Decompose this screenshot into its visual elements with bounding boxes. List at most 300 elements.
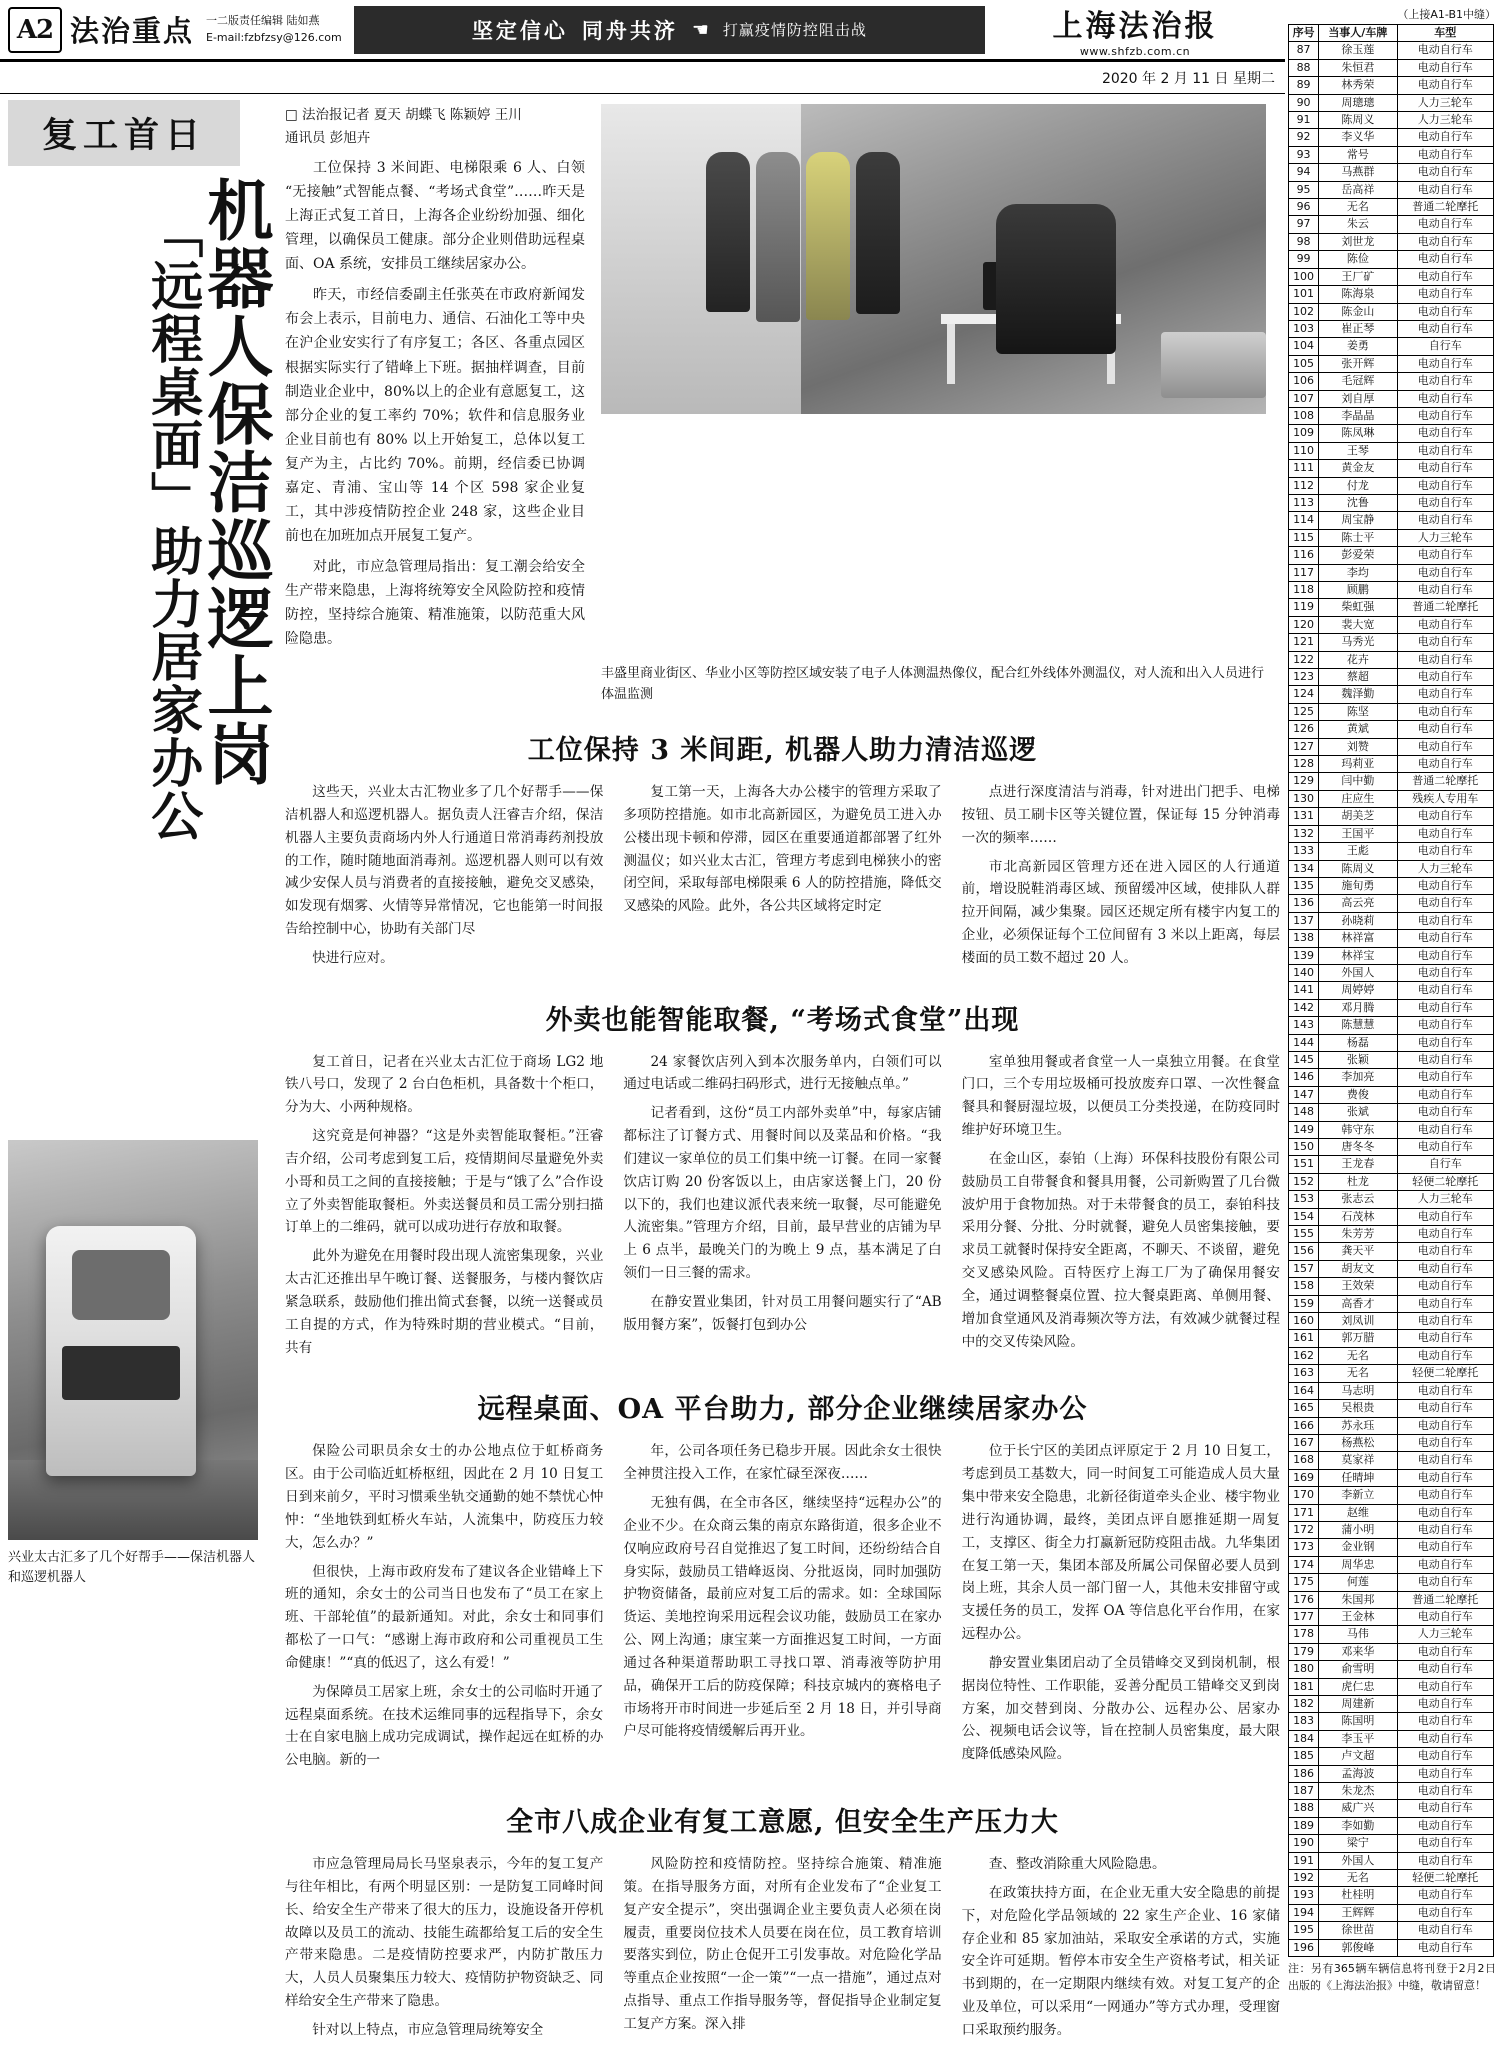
cell-index: 114 xyxy=(1289,512,1319,529)
cell-index: 144 xyxy=(1289,1034,1319,1051)
cell-person: 高香才 xyxy=(1319,1295,1397,1312)
cell-vehicle: 电动自行车 xyxy=(1397,895,1493,912)
cell-vehicle: 电动自行车 xyxy=(1397,1730,1493,1747)
cell-vehicle: 电动自行车 xyxy=(1397,1051,1493,1068)
cell-vehicle: 电动自行车 xyxy=(1397,808,1493,825)
cell-person: 黄金友 xyxy=(1319,460,1397,477)
cell-vehicle: 电动自行车 xyxy=(1397,1226,1493,1243)
cell-person: 石茂林 xyxy=(1319,1208,1397,1225)
table-row xyxy=(1289,1887,1494,1904)
cell-vehicle: 人力三轮车 xyxy=(1397,112,1493,129)
photo-people-group xyxy=(706,152,900,322)
cell-index: 166 xyxy=(1289,1417,1319,1434)
cell-vehicle: 轻便二轮摩托 xyxy=(1397,1173,1493,1190)
cell-person: 陈士平 xyxy=(1319,529,1397,546)
table-row xyxy=(1289,1574,1494,1591)
cell-index: 143 xyxy=(1289,1017,1319,1034)
cell-person: 郭万腊 xyxy=(1319,1330,1397,1347)
cell-person: 刘凤训 xyxy=(1319,1313,1397,1330)
cell-vehicle: 电动自行车 xyxy=(1397,494,1493,511)
cell-index: 183 xyxy=(1289,1713,1319,1730)
cell-index: 103 xyxy=(1289,320,1319,337)
cell-index: 113 xyxy=(1289,494,1319,511)
paragraph: 这究竟是何神器？“这是外卖智能取餐柜。”汪睿吉介绍，公司考虑到复工后，疫情期间尽量避免外卖小哥和员工之间的直接接触；于是与“饿了么”合作设立了外卖智能取餐柜。外卖送餐员和员工需分别扫描订单上的二维码，就可以成功进行存放和取餐。 xyxy=(285,1128,604,1236)
table-row xyxy=(1289,199,1494,216)
cell-person: 卢文超 xyxy=(1319,1748,1397,1765)
table-row xyxy=(1289,1696,1494,1713)
cell-person: 韩守东 xyxy=(1319,1121,1397,1138)
cell-index: 155 xyxy=(1289,1226,1319,1243)
cell-vehicle: 电动自行车 xyxy=(1397,843,1493,860)
headline-column xyxy=(8,100,274,1900)
table-row xyxy=(1289,1904,1494,1921)
cell-index: 138 xyxy=(1289,930,1319,947)
table-row xyxy=(1289,616,1494,633)
cell-index: 176 xyxy=(1289,1591,1319,1608)
paragraph: 风险防控和疫情防控。坚持综合施策、精准施策。在指导服务方面，对所有企业发布了“企业复工复产安全提示”，突出强调企业主要负责人必须在岗履责，重要岗位技术人员要在岗在位，员工教育培训要落实到位，防止仓促开工引发事故。对危险化学品等重点企业按照“一企一策”“一点一措施”，通过点对点指导、重点工作指导服务等，督促指导企业制定复工复产方案。深入排 xyxy=(623,1856,942,2032)
cell-index: 159 xyxy=(1289,1295,1319,1312)
section-heading-2: 外卖也能智能取餐, “考场式食堂”出现 xyxy=(545,1004,1020,1036)
cell-index: 90 xyxy=(1289,94,1319,111)
cell-vehicle: 电动自行车 xyxy=(1397,251,1493,268)
cell-vehicle: 电动自行车 xyxy=(1397,1034,1493,1051)
cell-index: 178 xyxy=(1289,1626,1319,1643)
paragraph: 市北高新园区管理方还在进入园区的人行通道前，增设脱鞋消毒区域、预留缓冲区域，使排队人群拉开间隔，减少集聚。园区还规定所有楼宇内复工的企业，必须保证每个工位间留有 3 米以上距离，每层楼面的员工数不超过 20 人。 xyxy=(961,858,1280,966)
cell-vehicle: 电动自行车 xyxy=(1397,1521,1493,1538)
cell-person: 外国人 xyxy=(1319,1852,1397,1869)
table-row xyxy=(1289,1417,1494,1434)
table-row xyxy=(1289,703,1494,720)
table-row xyxy=(1289,390,1494,407)
cell-person: 蒲小明 xyxy=(1319,1521,1397,1538)
cell-vehicle: 电动自行车 xyxy=(1397,1121,1493,1138)
cell-vehicle: 电动自行车 xyxy=(1397,286,1493,303)
table-footer-note: 注：另有365辆车辆信息将刊登于2月2日出版的《上海法治报》中缝，敬请留意！ xyxy=(1288,1962,1496,1992)
cell-index: 118 xyxy=(1289,582,1319,599)
table-row xyxy=(1289,129,1494,146)
table-row xyxy=(1289,686,1494,703)
cell-person: 裴大宽 xyxy=(1319,616,1397,633)
cell-index: 165 xyxy=(1289,1400,1319,1417)
lead-block xyxy=(285,104,1280,658)
table-row xyxy=(1289,1852,1494,1869)
cell-index: 88 xyxy=(1289,59,1319,76)
cell-index: 89 xyxy=(1289,77,1319,94)
cell-index: 180 xyxy=(1289,1661,1319,1678)
lead-paragraph: 对此，市应急管理局指出：复工潮会给安全生产带来隐患，上海将统筹安全风险防控和疫情防控，坚持综合施策、精准施策，以防范重大风险隐患。 xyxy=(285,559,585,648)
cell-person: 徐世苗 xyxy=(1319,1922,1397,1939)
cell-person: 朱国邦 xyxy=(1319,1591,1397,1608)
banner-slogan-1: 坚定信心 xyxy=(471,17,568,43)
cell-vehicle: 电动自行车 xyxy=(1397,477,1493,494)
cell-index: 167 xyxy=(1289,1434,1319,1451)
cell-person: 无名 xyxy=(1319,1365,1397,1382)
table-row xyxy=(1289,477,1494,494)
table-row xyxy=(1289,1173,1494,1190)
cell-index: 119 xyxy=(1289,599,1319,616)
cell-person: 孟海波 xyxy=(1319,1765,1397,1782)
headline-kicker: 复工首日 xyxy=(8,100,240,166)
table-row xyxy=(1289,1121,1494,1138)
cell-vehicle: 电动自行车 xyxy=(1397,1139,1493,1156)
paragraph: 在金山区，泰铂（上海）环保科技股份有限公司鼓励员工自带餐食和餐具用餐，公司新购置了几台微波炉用于食物加热。对于未带餐食的员工，泰铂科技采用分餐、分批、分时就餐，避免人员密集接触，要求员工就餐时保持安全距离，不聊天、不谈留，避免交叉感染风险。百特医疗上海工厂为了确保用餐安全，通过调整餐桌位置、拉大餐桌距离、单侧用餐、增加食堂通风及消毒频次等方法，有效减少就餐过程中的交叉传染风险。 xyxy=(961,1150,1280,1350)
table-row xyxy=(1289,912,1494,929)
section-body-1 xyxy=(285,781,1280,976)
cell-index: 100 xyxy=(1289,268,1319,285)
table-row xyxy=(1289,1069,1494,1086)
paper-identity xyxy=(985,1,1285,59)
cell-person: 无名 xyxy=(1319,199,1397,216)
cell-vehicle: 电动自行车 xyxy=(1397,669,1493,686)
table-row xyxy=(1289,669,1494,686)
cell-vehicle: 电动自行车 xyxy=(1397,1574,1493,1591)
cell-vehicle: 电动自行车 xyxy=(1397,1539,1493,1556)
cell-person: 高云亮 xyxy=(1319,895,1397,912)
cell-vehicle: 电动自行车 xyxy=(1397,1678,1493,1695)
cell-person: 陈金山 xyxy=(1319,303,1397,320)
cell-person: 庄应生 xyxy=(1319,790,1397,807)
cell-vehicle: 电动自行车 xyxy=(1397,616,1493,633)
byline-reporters: □ 法治报记者 夏天 胡蝶飞 陈颖婷 王川 xyxy=(285,107,522,123)
cell-vehicle: 电动自行车 xyxy=(1397,1104,1493,1121)
cell-index: 147 xyxy=(1289,1086,1319,1103)
cell-person: 张志云 xyxy=(1319,1191,1397,1208)
cell-index: 129 xyxy=(1289,773,1319,790)
cell-index: 161 xyxy=(1289,1330,1319,1347)
cell-person: 崔正琴 xyxy=(1319,320,1397,337)
cell-vehicle: 电动自行车 xyxy=(1397,1487,1493,1504)
byline-correspondent: 通讯员 彭旭卉 xyxy=(285,129,371,146)
table-row xyxy=(1289,1539,1494,1556)
cell-index: 175 xyxy=(1289,1574,1319,1591)
table-row xyxy=(1289,1643,1494,1660)
cell-person: 王金林 xyxy=(1319,1608,1397,1625)
cell-vehicle: 电动自行车 xyxy=(1397,825,1493,842)
cell-index: 95 xyxy=(1289,181,1319,198)
text-column xyxy=(623,781,941,976)
text-column xyxy=(623,1853,941,2048)
cell-vehicle: 电动自行车 xyxy=(1397,442,1493,459)
paragraph: 24 家餐饮店列入到本次服务单内，白领们可以通过电话或二维码扫码形式，进行无接触点单。” xyxy=(623,1053,942,1093)
table-row xyxy=(1289,1051,1494,1068)
cell-vehicle: 电动自行车 xyxy=(1397,42,1493,59)
cell-vehicle: 电动自行车 xyxy=(1397,1504,1493,1521)
cell-index: 111 xyxy=(1289,460,1319,477)
lead-paragraph: 昨天，市经信委副主任张英在市政府新闻发布会上表示，目前电力、通信、石油化工等中央在沪企业安实行了有序复工；各区、各重点园区根据实际实行了错峰上下班。据抽样调查，目前制造业企业中，80%以上的企业有意愿复工，这部分企业的复工率约 70%；软件和信息服务业企业目前也有 80% 以上开始复工，总体以复工复产为主，占比约 70%。前期，经信委已协调嘉定、青浦、宝山等 14 个区 598 家企业复工，其中涉疫情防控企业 248 家，这些企业目前也在加班加点开展复工复产。 xyxy=(285,287,585,545)
lead-text xyxy=(285,104,585,658)
table-row xyxy=(1289,181,1494,198)
cell-index: 179 xyxy=(1289,1643,1319,1660)
cell-person: 李如勤 xyxy=(1319,1817,1397,1834)
table-row xyxy=(1289,1608,1494,1625)
cell-index: 182 xyxy=(1289,1696,1319,1713)
paragraph: 此外为避免在用餐时段出现人流密集现象，兴业太古汇还推出早午晚订餐、送餐服务，与楼内餐饮店紧急联系，鼓励他们推出简式套餐，以统一送餐或员工自提的方式，作为特殊时期的营业模式。“目前，共有 xyxy=(285,1248,604,1356)
cell-vehicle: 残疾人专用车 xyxy=(1397,790,1493,807)
cell-vehicle: 电动自行车 xyxy=(1397,303,1493,320)
cell-vehicle: 电动自行车 xyxy=(1397,1887,1493,1904)
table-row xyxy=(1289,634,1494,651)
cell-person: 胡友文 xyxy=(1319,1260,1397,1277)
section-heading-1: 工位保持 3 米间距, 机器人助力清洁巡逻 xyxy=(527,735,1038,767)
paragraph: 在政策扶持方面，在企业无重大安全隐患的前提下，对危险化学品领域的 22 家生产企业、16 家储存企业和 85 家加油站，采取安全承诺的方式，实施安全许可延期。暂停本市安全生产资格考试，相关证书到期的，在一定期限内继续有效。对复工复产的企业及单位，可以采用“一网通办”等方式办理，受理窗口采取预约服务。 xyxy=(961,1884,1280,2038)
cell-vehicle: 电动自行车 xyxy=(1397,1835,1493,1852)
table-row xyxy=(1289,251,1494,268)
cell-vehicle: 电动自行车 xyxy=(1397,1382,1493,1399)
table-row xyxy=(1289,77,1494,94)
table-row xyxy=(1289,268,1494,285)
cell-vehicle: 电动自行车 xyxy=(1397,390,1493,407)
cell-index: 149 xyxy=(1289,1121,1319,1138)
table-row xyxy=(1289,1017,1494,1034)
paragraph: 查、整改消除重大风险隐患。 xyxy=(988,1856,1166,1873)
cell-person: 林祥富 xyxy=(1319,930,1397,947)
cell-vehicle: 电动自行车 xyxy=(1397,686,1493,703)
robot-photo xyxy=(8,1140,258,1540)
text-column xyxy=(285,781,603,976)
paper-title: 上海法治报 xyxy=(1052,9,1218,44)
cell-person: 邓月腾 xyxy=(1319,999,1397,1016)
text-column xyxy=(623,1051,941,1366)
cell-index: 172 xyxy=(1289,1521,1319,1538)
table-row xyxy=(1289,303,1494,320)
cell-vehicle: 电动自行车 xyxy=(1397,1904,1493,1921)
cell-index: 139 xyxy=(1289,947,1319,964)
table-row xyxy=(1289,1713,1494,1730)
table-row xyxy=(1289,947,1494,964)
cell-index: 112 xyxy=(1289,477,1319,494)
photo-bench xyxy=(1161,332,1266,398)
editor-info xyxy=(206,13,342,46)
cell-person: 杜龙 xyxy=(1319,1173,1397,1190)
cell-person: 林秀荣 xyxy=(1319,77,1397,94)
cell-index: 192 xyxy=(1289,1870,1319,1887)
main-content xyxy=(285,104,1280,2048)
table-row xyxy=(1289,42,1494,59)
cell-person: 马燕群 xyxy=(1319,164,1397,181)
cell-person: 王龙春 xyxy=(1319,1156,1397,1173)
cell-index: 133 xyxy=(1289,843,1319,860)
cell-person: 刘赞 xyxy=(1319,738,1397,755)
table-row xyxy=(1289,512,1494,529)
table-row xyxy=(1289,756,1494,773)
masthead xyxy=(0,0,1285,62)
cell-index: 196 xyxy=(1289,1939,1319,1956)
cell-person: 马秀光 xyxy=(1319,634,1397,651)
cell-vehicle: 电动自行车 xyxy=(1397,425,1493,442)
cell-vehicle: 普通二轮摩托 xyxy=(1397,199,1493,216)
cell-person: 杨磊 xyxy=(1319,1034,1397,1051)
cell-index: 157 xyxy=(1289,1260,1319,1277)
paragraph: 为保障员工居家上班，余女士的公司临时开通了远程桌面系统。在技术运维同事的远程指导下，余女士在自家电脑上成功完成调试，操作起远在虹桥的办公电脑。新的一 xyxy=(285,1683,604,1769)
cell-person: 施旬勇 xyxy=(1319,877,1397,894)
cell-index: 115 xyxy=(1289,529,1319,546)
table-row xyxy=(1289,1452,1494,1469)
headline-block xyxy=(8,176,274,1136)
table-row xyxy=(1289,1382,1494,1399)
table-row xyxy=(1289,1104,1494,1121)
table-row xyxy=(1289,1469,1494,1486)
paragraph: 快进行应对。 xyxy=(312,949,394,966)
cell-index: 123 xyxy=(1289,669,1319,686)
cell-person: 朱芳芳 xyxy=(1319,1226,1397,1243)
cell-person: 王效荣 xyxy=(1319,1278,1397,1295)
cell-person: 李均 xyxy=(1319,564,1397,581)
cell-index: 110 xyxy=(1289,442,1319,459)
lead-photo-wrap xyxy=(601,104,1266,658)
cell-vehicle: 电动自行车 xyxy=(1397,1696,1493,1713)
cell-index: 145 xyxy=(1289,1051,1319,1068)
table-row xyxy=(1289,1835,1494,1852)
cell-vehicle: 电动自行车 xyxy=(1397,460,1493,477)
table-row xyxy=(1289,1678,1494,1695)
cell-person: 王彪 xyxy=(1319,843,1397,860)
cell-person: 俞雪明 xyxy=(1319,1661,1397,1678)
cell-vehicle: 电动自行车 xyxy=(1397,1608,1493,1625)
cell-person: 郭俊峰 xyxy=(1319,1939,1397,1956)
campaign-banner xyxy=(354,6,985,54)
cell-index: 185 xyxy=(1289,1748,1319,1765)
cell-vehicle: 电动自行车 xyxy=(1397,1313,1493,1330)
cell-index: 122 xyxy=(1289,651,1319,668)
cell-vehicle: 电动自行车 xyxy=(1397,355,1493,372)
cell-index: 101 xyxy=(1289,286,1319,303)
cell-index: 124 xyxy=(1289,686,1319,703)
table-row xyxy=(1289,999,1494,1016)
cell-person: 周婷婷 xyxy=(1319,982,1397,999)
table-row xyxy=(1289,1365,1494,1382)
paragraph: 点进行深度清洁与消毒，针对进出门把手、电梯按钮、员工刷卡区等关键位置，保证每 15 分钟消毒一次的频率…… xyxy=(961,784,1280,846)
cell-vehicle: 电动自行车 xyxy=(1397,1939,1493,1956)
cell-vehicle: 人力三轮车 xyxy=(1397,1191,1493,1208)
cell-vehicle: 电动自行车 xyxy=(1397,721,1493,738)
cell-index: 163 xyxy=(1289,1365,1319,1382)
table-row xyxy=(1289,964,1494,981)
cell-index: 135 xyxy=(1289,877,1319,894)
cell-index: 98 xyxy=(1289,233,1319,250)
paragraph: 复工第一天，上海各大办公楼宇的管理方采取了多项防控措施。如市北高新园区，为避免员工进入办公楼出现卡顿和停滞，园区在重要通道都部署了红外测温仪；如兴业太古汇，管理方考虑到电梯狭小的密闭空间，采取每部电梯限乘 6 人的防控措施，降低交叉感染的风险。此外，各公共区域将定时定 xyxy=(623,784,942,915)
cell-vehicle: 人力三轮车 xyxy=(1397,94,1493,111)
cell-index: 153 xyxy=(1289,1191,1319,1208)
cell-person: 无名 xyxy=(1319,1347,1397,1364)
cell-person: 黄斌 xyxy=(1319,721,1397,738)
cell-vehicle: 电动自行车 xyxy=(1397,1017,1493,1034)
cell-person: 任晴坤 xyxy=(1319,1469,1397,1486)
table-row xyxy=(1289,1817,1494,1834)
table-row xyxy=(1289,1765,1494,1782)
table-row xyxy=(1289,895,1494,912)
cell-person: 周华忠 xyxy=(1319,1556,1397,1573)
table-row xyxy=(1289,112,1494,129)
section-body-2 xyxy=(285,1051,1280,1366)
cell-index: 146 xyxy=(1289,1069,1319,1086)
cell-person: 唐冬冬 xyxy=(1319,1139,1397,1156)
text-column xyxy=(962,1853,1280,2048)
cell-person: 陈坚 xyxy=(1319,703,1397,720)
text-column xyxy=(962,1440,1280,1778)
table-row xyxy=(1289,582,1494,599)
cell-vehicle: 电动自行车 xyxy=(1397,1400,1493,1417)
table-row xyxy=(1289,1086,1494,1103)
cell-index: 148 xyxy=(1289,1104,1319,1121)
cell-person: 马伟 xyxy=(1319,1626,1397,1643)
cell-index: 96 xyxy=(1289,199,1319,216)
table-row xyxy=(1289,373,1494,390)
cell-vehicle: 电动自行车 xyxy=(1397,1748,1493,1765)
cell-index: 134 xyxy=(1289,860,1319,877)
cell-vehicle: 电动自行车 xyxy=(1397,1661,1493,1678)
cell-vehicle: 电动自行车 xyxy=(1397,582,1493,599)
cell-vehicle: 电动自行车 xyxy=(1397,1643,1493,1660)
cell-person: 陈周义 xyxy=(1319,860,1397,877)
cell-person: 张颖 xyxy=(1319,1051,1397,1068)
cell-vehicle: 轻便二轮摩托 xyxy=(1397,1870,1493,1887)
cell-person: 王辉辉 xyxy=(1319,1904,1397,1921)
cell-person: 无名 xyxy=(1319,1870,1397,1887)
table-row xyxy=(1289,860,1494,877)
cell-vehicle: 电动自行车 xyxy=(1397,1243,1493,1260)
paragraph: 保险公司职员余女士的办公地点位于虹桥商务区。由于公司临近虹桥枢纽，因此在 2 月 10 日复工日到来前夕，平时习惯乘坐轨交通勤的她不禁忧心忡忡：“坐地铁到虹桥火车站，人流集中，防疫压力较大，怎么办？” xyxy=(285,1443,604,1551)
cell-index: 130 xyxy=(1289,790,1319,807)
paragraph: 位于长宁区的美团点评原定于 2 月 10 日复工，考虑到员工基数大，同一时间复工可能造成人员大量集中带来安全隐患，北新径街道牵头企业、楼宇物业进行沟通协调，最终，美团点评自愿推延期一周复工，支撑区、街全力打赢新冠防疫阻击战。九华集团在复工第一天，集团本部及所属公司保留必要人员到岗上班，其余人员一部门留一人，其他未安排留守或支援任务的员工，发挥 OA 等信息化平台作用，在家远程办公。 xyxy=(961,1443,1280,1643)
editor-email: E-mail:fzbfzsy@126.com xyxy=(206,30,342,44)
cell-vehicle: 电动自行车 xyxy=(1397,756,1493,773)
headline-sub: 「远程桌面」助力居家办公 xyxy=(141,206,203,842)
cell-person: 姜勇 xyxy=(1319,338,1397,355)
cell-vehicle: 电动自行车 xyxy=(1397,146,1493,163)
cell-index: 187 xyxy=(1289,1783,1319,1800)
paper-url[interactable]: www.shfzb.com.cn xyxy=(1079,45,1191,58)
cell-index: 164 xyxy=(1289,1382,1319,1399)
table-row xyxy=(1289,877,1494,894)
photo-seated-person xyxy=(996,204,1116,354)
cell-vehicle: 电动自行车 xyxy=(1397,77,1493,94)
text-column xyxy=(285,1051,603,1366)
cell-index: 94 xyxy=(1289,164,1319,181)
table-row xyxy=(1289,164,1494,181)
cell-person: 陈海泉 xyxy=(1319,286,1397,303)
table-row xyxy=(1289,494,1494,511)
table-row xyxy=(1289,1278,1494,1295)
cell-index: 194 xyxy=(1289,1904,1319,1921)
cell-person: 苏永珏 xyxy=(1319,1417,1397,1434)
table-row xyxy=(1289,1730,1494,1747)
text-column xyxy=(285,1440,603,1778)
cell-index: 171 xyxy=(1289,1504,1319,1521)
cell-vehicle: 电动自行车 xyxy=(1397,1556,1493,1573)
cell-person: 陈俭 xyxy=(1319,251,1397,268)
table-row xyxy=(1289,1330,1494,1347)
cell-person: 刘世龙 xyxy=(1319,233,1397,250)
cell-vehicle: 电动自行车 xyxy=(1397,547,1493,564)
cell-index: 141 xyxy=(1289,982,1319,999)
cell-index: 127 xyxy=(1289,738,1319,755)
table-body xyxy=(1289,42,1494,1957)
cell-index: 120 xyxy=(1289,616,1319,633)
cell-index: 132 xyxy=(1289,825,1319,842)
table-row xyxy=(1289,355,1494,372)
table-row xyxy=(1289,1295,1494,1312)
table-row xyxy=(1289,825,1494,842)
headline-main: 机器人保洁巡逻上岗 xyxy=(196,176,274,788)
table-row xyxy=(1289,773,1494,790)
paragraph: 复工首日，记者在兴业太古汇位于商场 LG2 地铁八号口，发现了 2 台白色柜机，具备数十个柜口，分为大、小两种规格。 xyxy=(285,1053,604,1116)
cell-person: 陈周义 xyxy=(1319,112,1397,129)
cell-index: 128 xyxy=(1289,756,1319,773)
table-row xyxy=(1289,1870,1494,1887)
cell-person: 顾鹏 xyxy=(1319,582,1397,599)
cell-vehicle: 电动自行车 xyxy=(1397,1330,1493,1347)
page-badge: A2 xyxy=(8,7,62,53)
